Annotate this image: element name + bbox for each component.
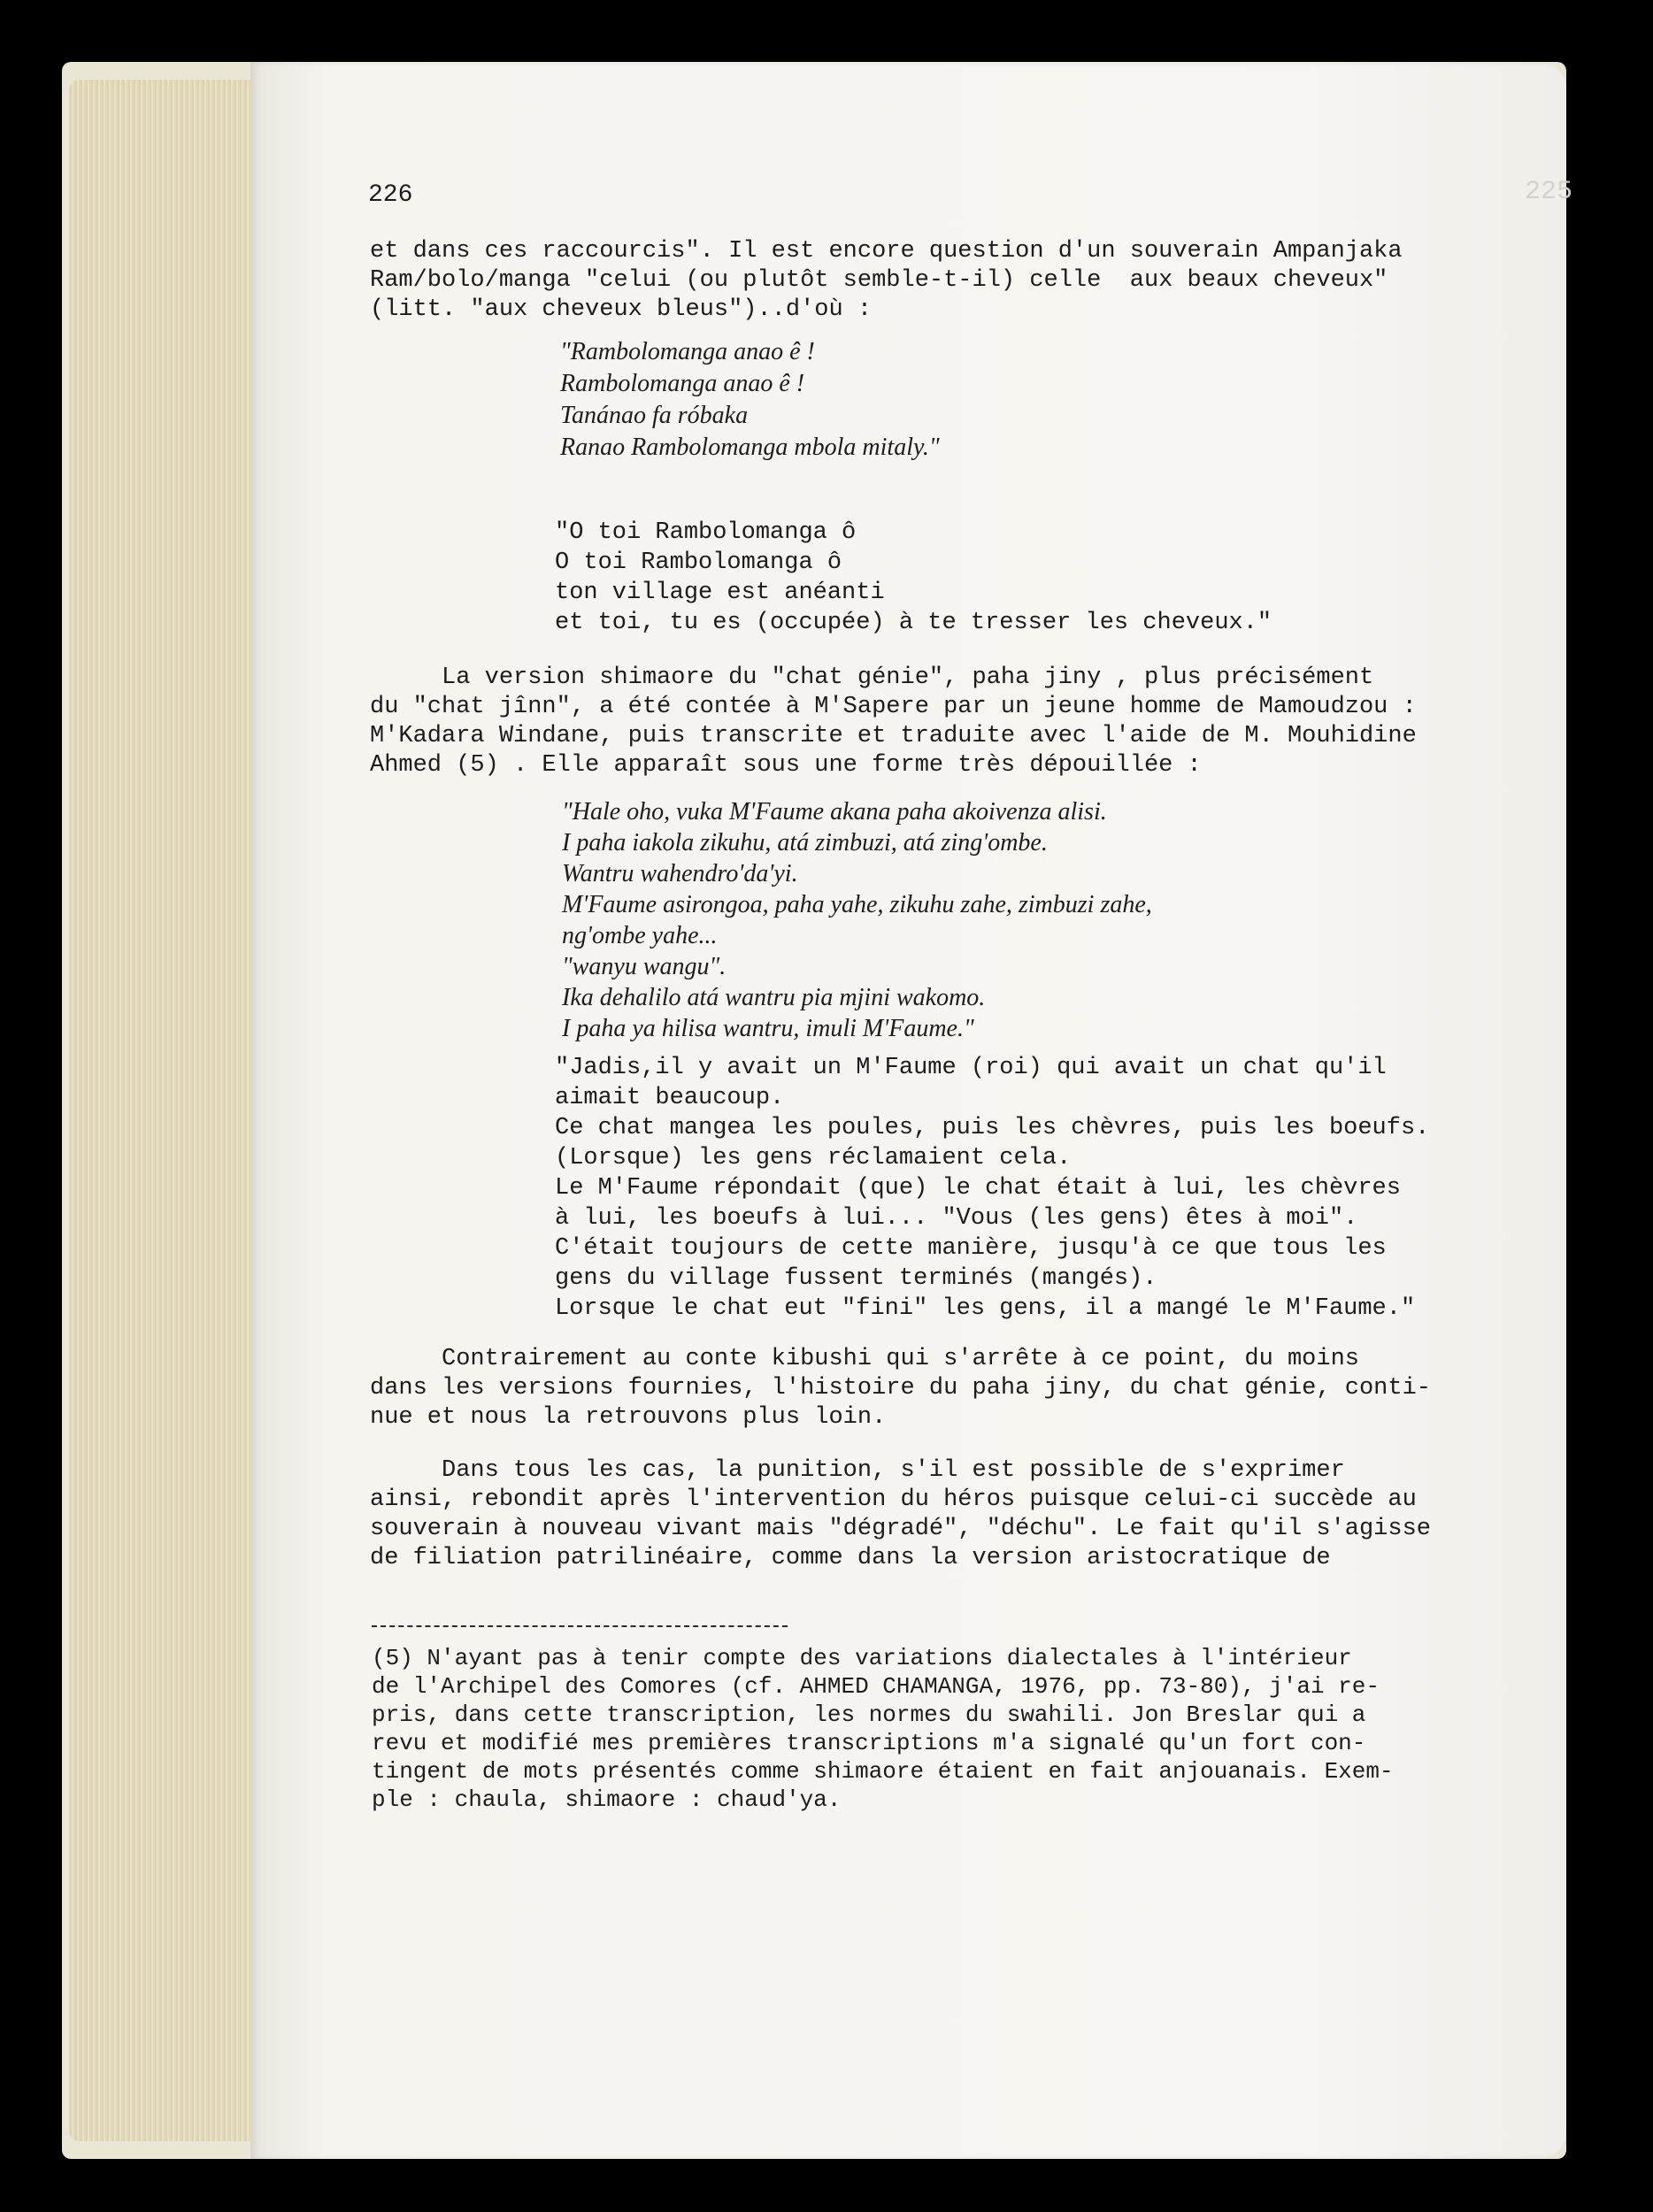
footnote — [372, 1644, 1394, 1814]
contrary-paragraph — [370, 1345, 1458, 1432]
text-line: Dans tous les cas, la punition, s'il est possible de s'exprimer — [370, 1457, 1345, 1484]
text-line: et dans ces raccourcis". Il est encore question d'un souverain Ampanjaka — [370, 238, 1403, 265]
text-line: souverain à nouveau vivant mais "dégradé", "déchu". Le fait qu'il s'agisse — [370, 1516, 1431, 1542]
tale-line: "Jadis,il y avait un M'Faume (roi) qui avait un chat qu'il — [555, 1055, 1387, 1081]
tale-line: ng'ombe yahe... — [562, 922, 718, 949]
footnote-separator — [372, 1625, 788, 1627]
text-line: Ahmed (5) . Elle apparaît sous une forme très dépouillée : — [370, 752, 1202, 779]
tale-line: C'était toujours de cette manière, jusqu'à ce que tous les — [555, 1235, 1387, 1262]
tale-line: Lorsque le chat eut "fini" les gens, il a mangé le M'Faume." — [555, 1295, 1416, 1322]
tale-line: "Hale oho, vuka M'Faume akana paha akoivenza alisi. — [562, 798, 1107, 826]
punition-paragraph — [370, 1456, 1458, 1573]
verse-line: Tanánao fa róbaka — [560, 402, 749, 429]
footnote-line: (5) N'ayant pas à tenir compte des variations dialectales à l'intérieur — [372, 1645, 1352, 1671]
tale-line: I paha iakola zikuhu, atá zimbuzi, atá zing'ombe. — [562, 829, 1048, 856]
tale-line: à lui, les boeufs à lui... "Vous (les gens) êtes à moi". — [555, 1205, 1358, 1232]
verse-line: "O toi Rambolomanga ô — [555, 519, 857, 546]
page-edges — [69, 80, 250, 2141]
text-line: (litt. "aux cheveux bleus")..d'où : — [370, 296, 873, 323]
text-line: nue et nous la retrouvons plus loin. — [370, 1404, 887, 1431]
text-line: M'Kadara Windane, puis transcrite et traduite avec l'aide de M. Mouhidine — [370, 723, 1417, 749]
footnote-line: de l'Archipel des Comores (cf. AHMED CHAMANGA, 1976, pp. 73-80), j'ai re- — [372, 1673, 1380, 1700]
text-line: Contrairement au conte kibushi qui s'arrête à ce point, du moins — [370, 1346, 1359, 1372]
text-line: La version shimaore du "chat génie", paha jiny , plus précisément — [370, 664, 1374, 691]
verse-line: O toi Rambolomanga ô — [555, 549, 842, 576]
bleed-through-page-number: 225 — [1525, 177, 1573, 207]
tale-line: aimait beaucoup. — [555, 1085, 785, 1111]
tale-line: M'Faume asirongoa, paha yahe, zikuhu zahe, zimbuzi zahe, — [562, 891, 1152, 918]
tale-french — [555, 1053, 1429, 1324]
footnote-line: ple : chaula, shimaore : chaud'ya. — [372, 1786, 842, 1813]
tale-line: I paha ya hilisa wantru, imuli M'Faume." — [562, 1015, 974, 1042]
verse-line: et toi, tu es (occupée) à te tresser les cheveux." — [555, 610, 1272, 636]
page-number: 226 — [368, 181, 413, 209]
tale-shimaore — [562, 796, 1152, 1044]
footnote-line: tingent de mots présentés comme shimaore étaient en fait anjouanais. Exem- — [372, 1758, 1394, 1785]
text-line: ainsi, rebondit après l'intervention du héros puisque celui-ci succède au — [370, 1486, 1417, 1513]
tale-line: Wantru wahendro'da'yi. — [562, 860, 798, 887]
intro-paragraph — [370, 237, 1458, 325]
footnote-line: pris, dans cette transcription, les normes du swahili. Jon Breslar qui a — [372, 1701, 1366, 1728]
text-line: du "chat jînn", a été contée à M'Sapere par un jeune homme de Mamoudzou : — [370, 694, 1417, 720]
verse-french — [555, 518, 1272, 638]
page — [250, 62, 1573, 2159]
text-line: de filiation patrilinéaire, comme dans la version aristocratique de — [370, 1545, 1331, 1571]
verse-line: "Rambolomanga anao ê ! — [560, 338, 815, 365]
text-line: dans les versions fournies, l'histoire du paha jiny, du chat génie, conti- — [370, 1375, 1431, 1402]
verse-malagasy — [560, 336, 940, 464]
verse-line: Rambolomanga anao ê ! — [560, 370, 805, 397]
tale-line: Ika dehalilo atá wantru pia mjini wakomo. — [562, 984, 986, 1011]
tale-line: (Lorsque) les gens réclamaient cela. — [555, 1145, 1072, 1171]
footnote-line: revu et modifié mes premières transcriptions m'a signalé qu'un fort con- — [372, 1730, 1366, 1756]
verse-line: ton village est anéanti — [555, 580, 885, 606]
shimaore-paragraph — [370, 664, 1458, 780]
text-line: Ram/bolo/manga "celui (ou plutôt semble-t-il) celle aux beaux cheveux" — [370, 267, 1388, 294]
tale-line: Ce chat mangea les poules, puis les chèvres, puis les boeufs. — [555, 1115, 1430, 1141]
verse-line: Ranao Rambolomanga mbola mitaly." — [560, 434, 940, 461]
tale-line: Le M'Faume répondait (que) le chat était à lui, les chèvres — [555, 1175, 1401, 1202]
tale-line: "wanyu wangu". — [562, 953, 727, 980]
tale-line: gens du village fussent terminés (mangés). — [555, 1265, 1157, 1292]
